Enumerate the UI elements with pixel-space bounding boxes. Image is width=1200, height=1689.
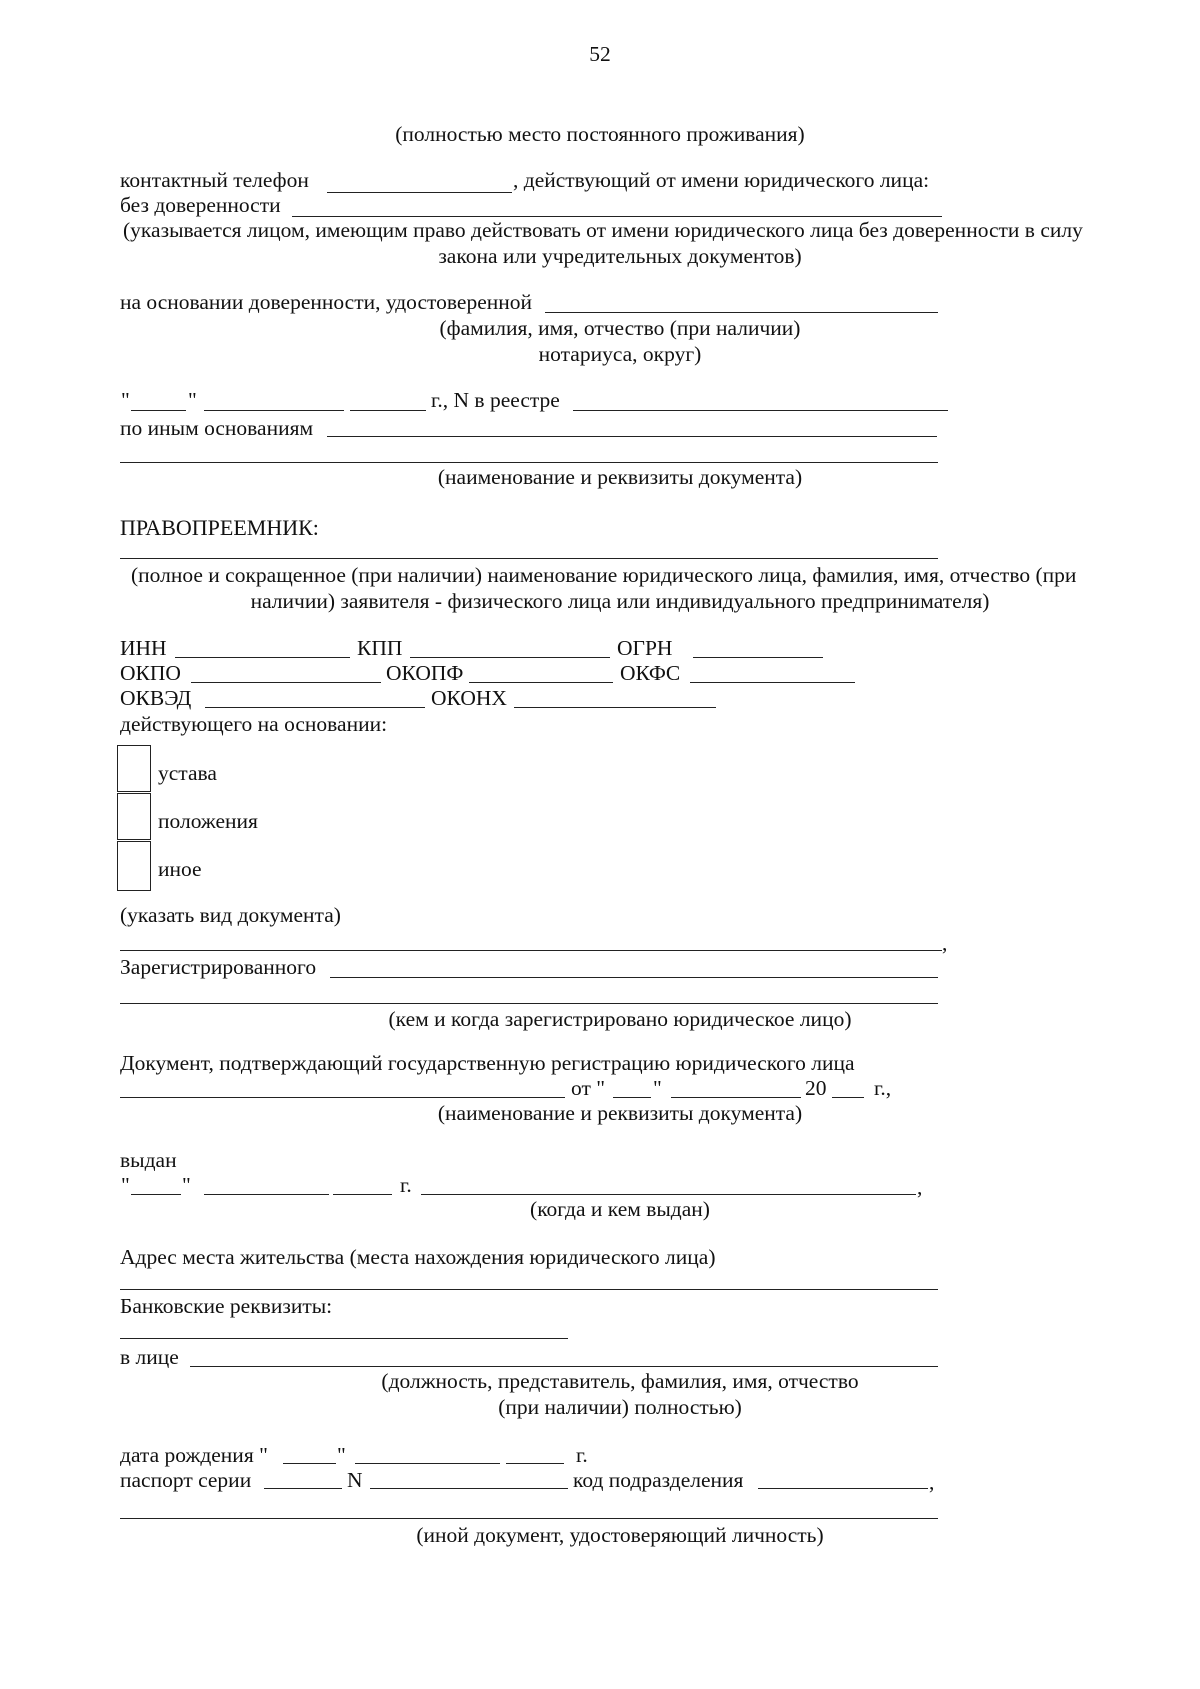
reg-doc-year-suffix: г.,	[874, 1076, 892, 1100]
phone-tail: , действующий от имени юридического лица:	[513, 168, 930, 192]
inn-field[interactable]	[175, 657, 350, 658]
notary-caption-line2: нотариуса, округ)	[538, 342, 702, 366]
person-caption-line1: (должность, представитель, фамилия, имя, отчество	[381, 1369, 859, 1393]
successor-caption-line1: (полное и сокращенное (при наличии) наименование юридического лица, фамилия, имя, отчество (при	[131, 563, 1077, 587]
successor-caption-line2: наличии) заявителя - физического лица или индивидуального предпринимателя)	[250, 589, 990, 613]
ogrn-label: ОГРН	[617, 636, 673, 660]
birth-label: дата рождения "	[120, 1443, 268, 1467]
basis-label: действующего на основании:	[120, 712, 388, 736]
ogrn-field[interactable]	[693, 657, 823, 658]
okpo-label: ОКПО	[120, 661, 181, 685]
birth-quote-close: "	[337, 1443, 346, 1467]
in-person-field[interactable]	[190, 1366, 938, 1367]
doc-type-field[interactable]	[120, 950, 942, 951]
quote-close: "	[188, 388, 197, 412]
successor-name-field[interactable]	[120, 558, 938, 559]
issued-comma: ,	[917, 1175, 923, 1199]
no-proxy-field[interactable]	[292, 216, 942, 217]
basis-option-other: иное	[158, 857, 202, 881]
basis-checkbox-charter[interactable]	[117, 745, 151, 792]
doc-caption: (наименование и реквизиты документа)	[437, 465, 803, 489]
registry-number-field[interactable]	[573, 410, 948, 411]
no-proxy-caption-line2: закона или учредительных документов)	[438, 244, 802, 268]
basis-checkbox-other[interactable]	[117, 841, 151, 891]
proxy-field[interactable]	[545, 312, 938, 313]
page-number: 52	[589, 42, 611, 66]
in-person-label: в лице	[120, 1345, 179, 1369]
issued-by-field[interactable]	[421, 1194, 916, 1195]
issued-quote-close: "	[182, 1173, 191, 1197]
registered-label: Зарегистрированного	[120, 955, 317, 979]
passport-number-field[interactable]	[370, 1488, 568, 1489]
issued-caption: (когда и кем выдан)	[530, 1197, 710, 1221]
doc-type-comma: ,	[942, 931, 948, 955]
division-code-comma: ,	[929, 1470, 935, 1494]
issued-label: выдан	[120, 1148, 177, 1172]
no-proxy-label: без доверенности	[120, 193, 281, 217]
id-doc-caption: (иной документ, удостоверяющий личность)	[416, 1523, 824, 1547]
okopf-field[interactable]	[469, 682, 613, 683]
person-caption-line2: (при наличии) полностью)	[498, 1395, 742, 1419]
passport-series-label: паспорт серии	[120, 1468, 252, 1492]
kpp-field[interactable]	[410, 657, 610, 658]
quote-open: "	[121, 388, 130, 412]
other-grounds-label: по иным основаниям	[120, 416, 314, 440]
okonh-label: ОКОНХ	[431, 686, 507, 710]
reg-doc-year-field[interactable]	[832, 1097, 864, 1098]
year-registry-label: г., N в реестре	[431, 388, 560, 412]
basis-option-charter: устава	[158, 761, 217, 785]
residence-caption: (полностью место постоянного проживания)	[395, 122, 805, 146]
issued-quote-open: "	[121, 1173, 130, 1197]
reg-doc-label: Документ, подтверждающий государственную регистрацию юридического лица	[120, 1051, 855, 1075]
doc-type-label: (указать вид документа)	[120, 903, 341, 927]
proxy-day-field[interactable]	[131, 410, 186, 411]
registered-field[interactable]	[330, 977, 938, 978]
division-code-label: код подразделения	[573, 1468, 744, 1492]
phone-label: контактный телефон	[120, 168, 309, 192]
registered-caption: (кем и когда зарегистрировано юридическое лицо)	[388, 1007, 852, 1031]
okved-field[interactable]	[205, 707, 425, 708]
successor-heading: ПРАВОПРЕЕМНИК:	[120, 515, 319, 540]
issued-month-field[interactable]	[204, 1194, 329, 1195]
reg-doc-quote-close: "	[653, 1076, 662, 1100]
address-field[interactable]	[120, 1289, 938, 1290]
id-doc-field[interactable]	[120, 1518, 938, 1519]
proxy-month-field[interactable]	[204, 410, 344, 411]
reg-doc-from-label: от "	[571, 1076, 606, 1100]
reg-doc-month-field[interactable]	[671, 1097, 801, 1098]
okpo-field[interactable]	[191, 682, 381, 683]
basis-checkbox-regulation[interactable]	[117, 793, 151, 840]
kpp-label: КПП	[357, 636, 403, 660]
registered-field-2[interactable]	[120, 1003, 938, 1004]
reg-doc-field[interactable]	[120, 1097, 565, 1098]
basis-option-regulation: положения	[158, 809, 258, 833]
bank-label: Банковские реквизиты:	[120, 1294, 333, 1318]
reg-doc-year-prefix: 20	[805, 1076, 827, 1100]
passport-n-label: N	[347, 1468, 363, 1492]
birth-year-label: г.	[576, 1443, 588, 1467]
address-label: Адрес места жительства (места нахождения юридического лица)	[120, 1245, 716, 1269]
okonh-field[interactable]	[514, 707, 716, 708]
passport-series-field[interactable]	[264, 1488, 342, 1489]
birth-month-field[interactable]	[355, 1463, 500, 1464]
proxy-year-field[interactable]	[350, 410, 426, 411]
issued-year-label: г.	[400, 1173, 412, 1197]
no-proxy-caption-line1: (указывается лицом, имеющим право действовать от имени юридического лица без доверенности в силу	[123, 218, 1083, 242]
reg-doc-day-field[interactable]	[613, 1097, 651, 1098]
reg-doc-caption: (наименование и реквизиты документа)	[437, 1101, 803, 1125]
division-code-field[interactable]	[758, 1488, 928, 1489]
okfs-label: ОКФС	[620, 661, 681, 685]
proxy-label: на основании доверенности, удостоверенной	[120, 290, 533, 314]
notary-caption-line1: (фамилия, имя, отчество (при наличии)	[439, 316, 801, 340]
bank-field[interactable]	[120, 1338, 568, 1339]
phone-field[interactable]	[327, 192, 512, 193]
birth-day-field[interactable]	[283, 1463, 336, 1464]
birth-year-field[interactable]	[506, 1463, 564, 1464]
inn-label: ИНН	[120, 636, 167, 660]
other-grounds-field[interactable]	[327, 436, 937, 437]
issued-year-field[interactable]	[333, 1194, 392, 1195]
issued-day-field[interactable]	[131, 1194, 181, 1195]
okved-label: ОКВЭД	[120, 686, 192, 710]
okfs-field[interactable]	[690, 682, 855, 683]
other-grounds-field-2[interactable]	[120, 462, 938, 463]
okopf-label: ОКОПФ	[386, 661, 464, 685]
